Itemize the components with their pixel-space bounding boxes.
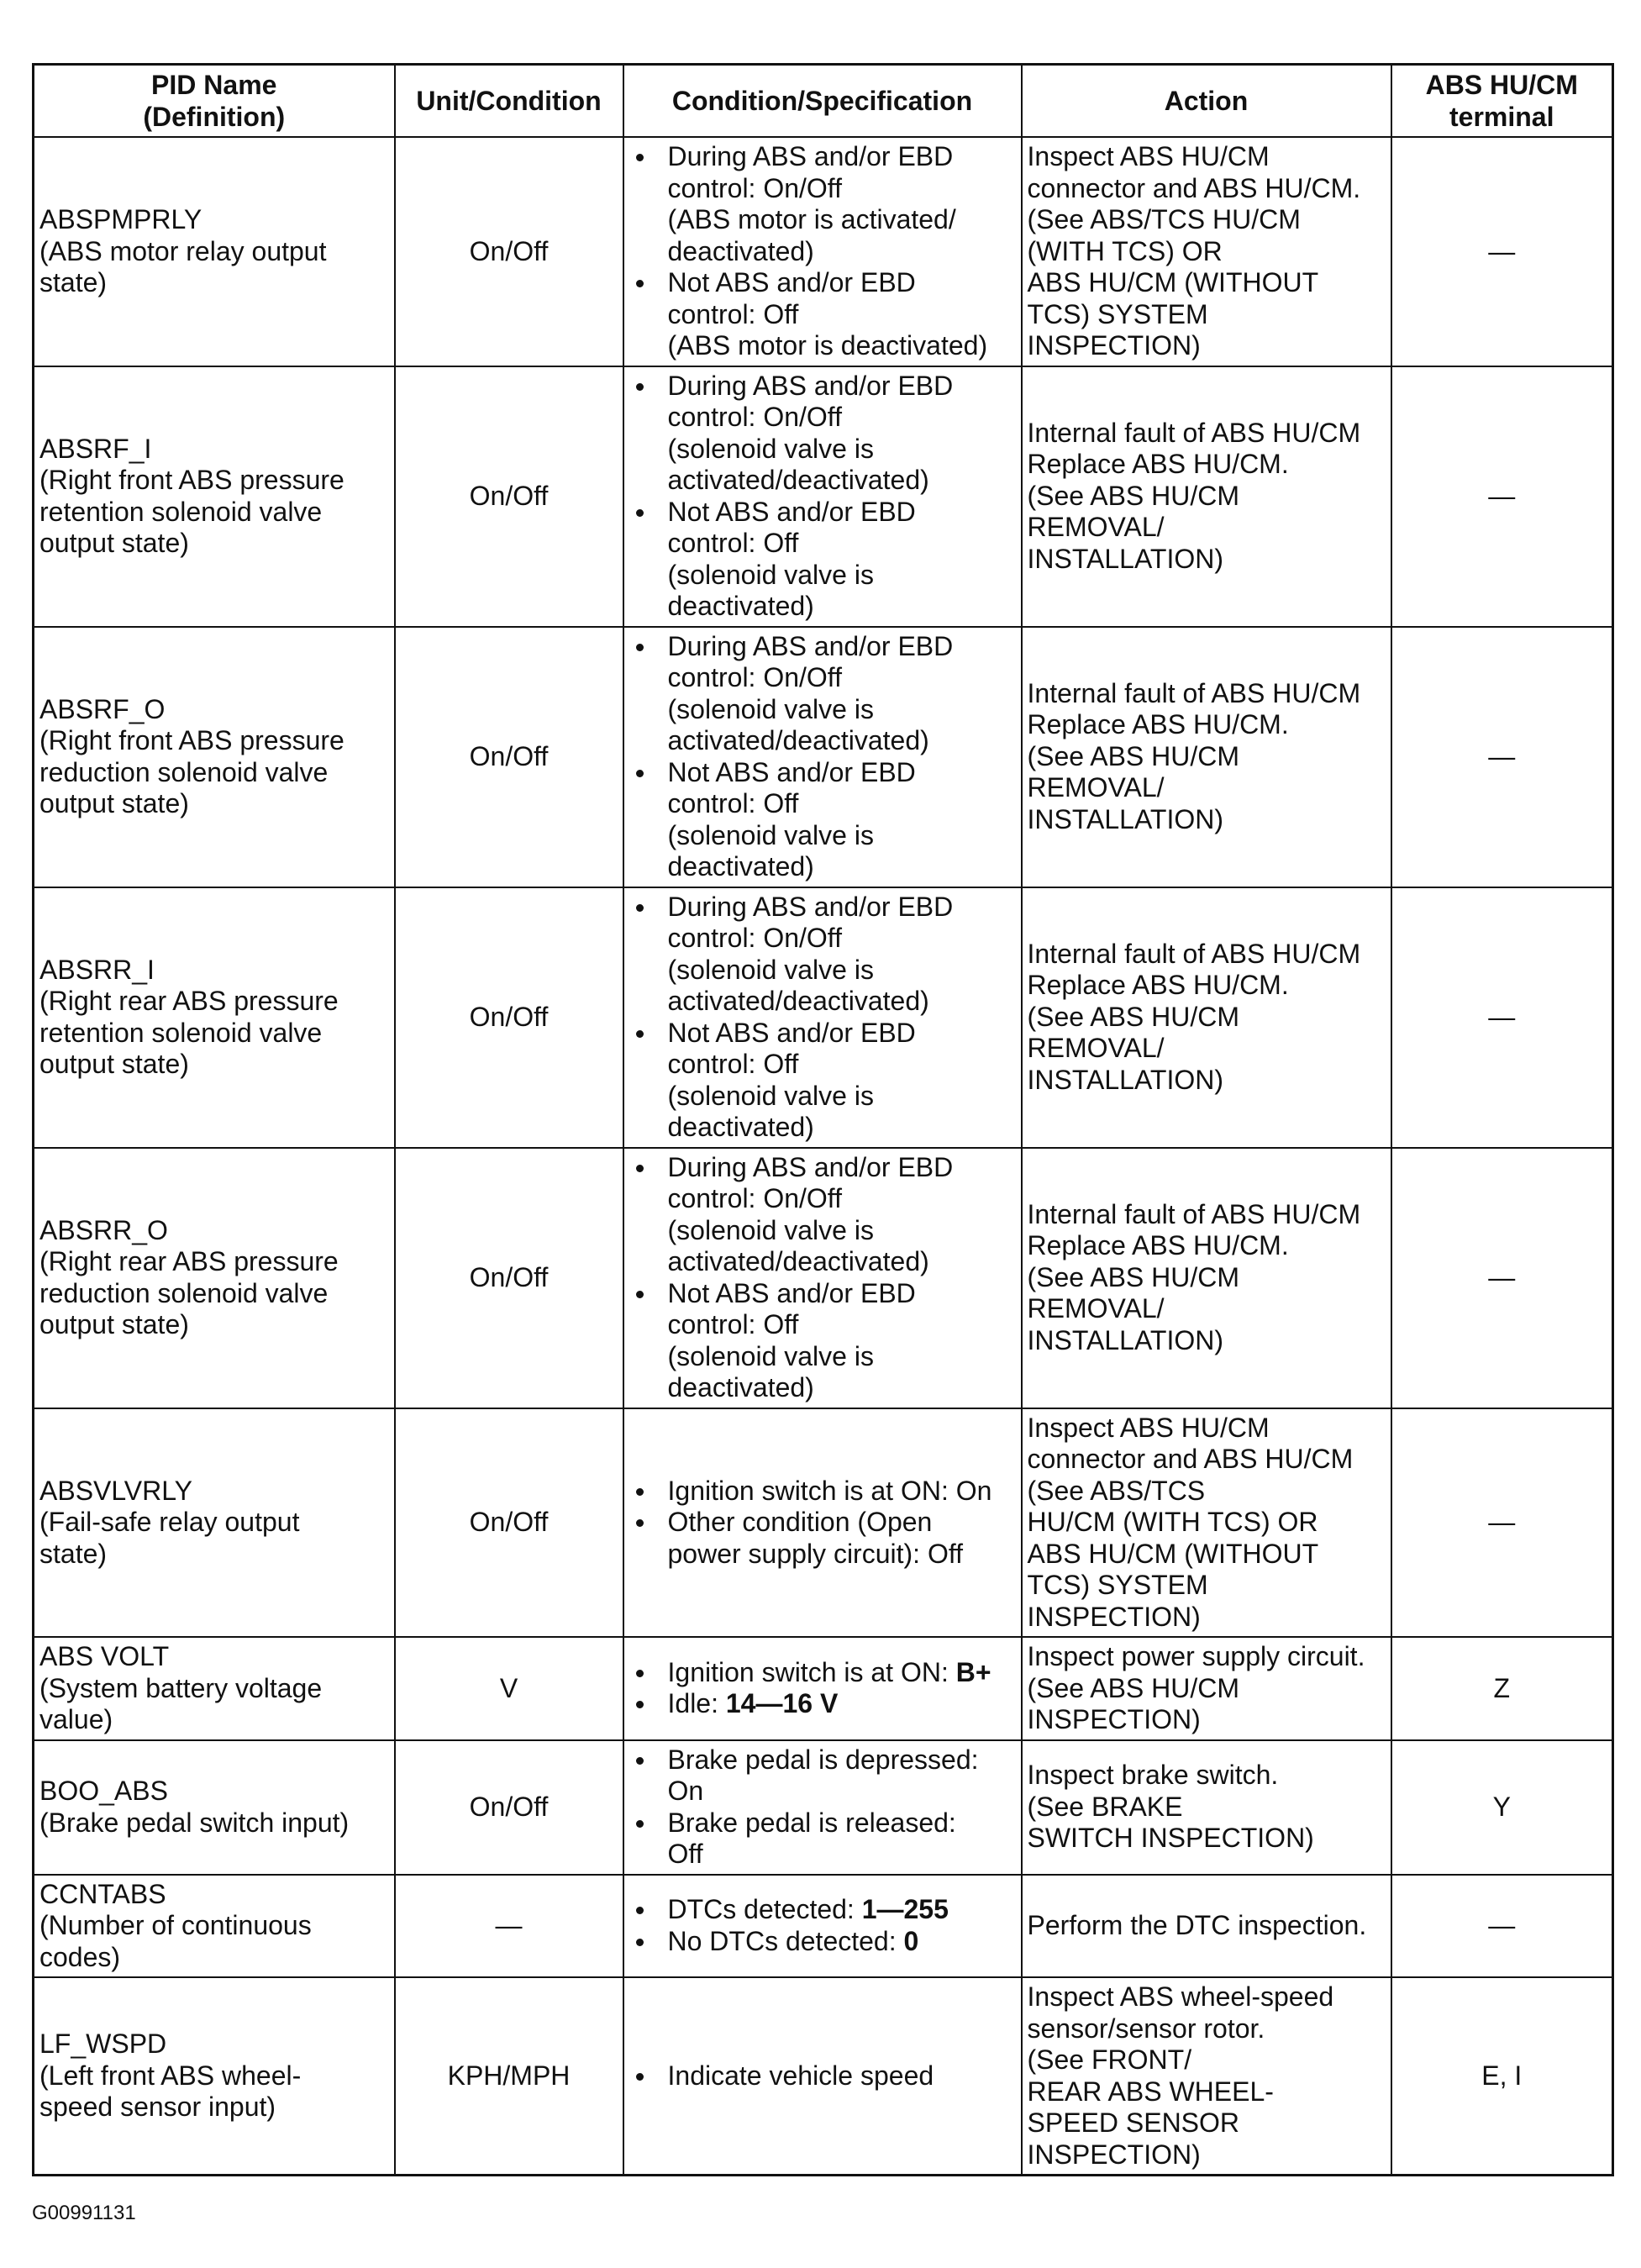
pid-definition-line: speed sensor input) [39, 2092, 276, 2123]
action-cell [1022, 137, 1391, 366]
action-line: INSTALLATION) [1027, 1324, 1224, 1355]
action-line: TCS) SYSTEM [1027, 298, 1208, 329]
pid-definition-line: (System battery voltage [39, 1672, 323, 1703]
condition-line: (solenoid valve is [667, 954, 874, 985]
condition-item [629, 1808, 1016, 1871]
pid-definition-line: (Number of continuous [39, 1910, 312, 1940]
condition-item [629, 1018, 1016, 1144]
pid-definition-line: state) [39, 1538, 108, 1569]
action-cell [1022, 1875, 1391, 1978]
pid-name-cell [34, 887, 395, 1148]
condition-line: power supply circuit): Off [667, 1538, 964, 1569]
action-line: REMOVAL/ [1027, 1293, 1165, 1324]
condition-item [629, 371, 1016, 497]
condition-cell [623, 1875, 1022, 1978]
condition-line: control: On/Off [667, 402, 842, 432]
action-line: Inspect ABS HU/CM [1027, 141, 1270, 171]
condition-item [629, 141, 1016, 267]
condition-list [629, 1476, 1016, 1571]
condition-line: Not ABS and/or EBD [667, 496, 916, 527]
unit-cell: On/Off [395, 1408, 623, 1638]
action-line: SPEED SENSOR [1027, 2108, 1240, 2138]
action-line: (See ABS HU/CM [1027, 480, 1240, 511]
condition-line: During ABS and/or EBD [667, 370, 954, 401]
action-line: Replace ABS HU/CM. [1027, 709, 1289, 740]
action-line: (See ABS HU/CM [1027, 1001, 1240, 1032]
unit-cell: On/Off [395, 887, 623, 1148]
action-line: (See ABS HU/CM [1027, 740, 1240, 771]
condition-text: No DTCs detected: [667, 1925, 904, 1956]
condition-line: control: Off [667, 1049, 799, 1079]
pid-name-cell [34, 1148, 395, 1408]
pid-definition-line: output state) [39, 1309, 189, 1339]
terminal-cell: Z [1391, 1637, 1613, 1740]
action-line: connector and ABS HU/CM. [1027, 172, 1361, 203]
condition-line: (solenoid valve is [667, 819, 874, 850]
table-row [34, 1408, 1613, 1638]
condition-line: activated/deactivated) [667, 1246, 929, 1276]
condition-value: 14—16 V [725, 1688, 839, 1719]
pid-definition-line: output state) [39, 1049, 189, 1079]
action-line: (See FRONT/ [1027, 2044, 1192, 2075]
pid-definition-line: reduction solenoid valve [39, 756, 329, 787]
action-line: (See BRAKE [1027, 1791, 1183, 1822]
header-row [34, 65, 1613, 138]
action-line: ABS HU/CM (WITHOUT [1027, 267, 1319, 297]
condition-list [629, 2060, 1016, 2092]
table-row [34, 137, 1613, 366]
condition-item [629, 1688, 1016, 1720]
pid-definition-line: (Fail-safe relay output [39, 1507, 300, 1537]
condition-cell [623, 627, 1022, 887]
unit-cell: On/Off [395, 1148, 623, 1408]
terminal-cell: — [1391, 1875, 1613, 1978]
condition-line: control: On/Off [667, 923, 842, 953]
condition-line: deactivated) [667, 1112, 814, 1142]
condition-line: During ABS and/or EBD [667, 141, 954, 171]
header-pid-name [34, 65, 395, 138]
condition-list [629, 631, 1016, 883]
condition-line: Not ABS and/or EBD [667, 756, 916, 787]
condition-line: (solenoid valve is [667, 1080, 874, 1111]
condition-line: control: Off [667, 298, 799, 329]
condition-line: deactivated) [667, 1372, 814, 1402]
action-line: Internal fault of ABS HU/CM [1027, 1198, 1361, 1229]
condition-text: DTCs detected: [667, 1894, 862, 1925]
condition-line: deactivated) [667, 591, 814, 621]
action-line: (See ABS HU/CM [1027, 1672, 1240, 1703]
action-line: Replace ABS HU/CM. [1027, 970, 1289, 1001]
action-line: Inspect ABS HU/CM [1027, 1412, 1270, 1443]
action-line: Internal fault of ABS HU/CM [1027, 938, 1361, 969]
pid-name-cell [34, 366, 395, 627]
unit-cell: On/Off [395, 137, 623, 366]
pid-definition-line: value) [39, 1704, 113, 1734]
condition-line: deactivated) [667, 235, 814, 266]
condition-line: activated/deactivated) [667, 465, 929, 495]
action-cell [1022, 1740, 1391, 1875]
action-line: INSTALLATION) [1027, 1064, 1224, 1095]
terminal-cell: — [1391, 627, 1613, 887]
condition-text: Idle: [667, 1688, 726, 1719]
condition-line: control: Off [667, 1309, 799, 1339]
action-line: ABS HU/CM (WITHOUT [1027, 1538, 1319, 1569]
condition-line: Indicate vehicle speed [667, 2060, 934, 2091]
action-line: (WITH TCS) OR [1027, 235, 1223, 266]
condition-value: 1—255 [861, 1894, 949, 1925]
figure-code: G00991131 [32, 2202, 136, 2224]
condition-item [629, 1744, 1016, 1808]
pid-name-cell [34, 1977, 395, 2176]
condition-line: Brake pedal is depressed: [667, 1744, 979, 1775]
pid-table [32, 63, 1614, 2176]
table-row [34, 1875, 1613, 1978]
terminal-cell: — [1391, 137, 1613, 366]
condition-line: control: On/Off [667, 662, 842, 692]
condition-line: deactivated) [667, 851, 814, 881]
action-line: (See ABS/TCS HU/CM [1027, 204, 1301, 234]
pid-name-cell [34, 137, 395, 366]
condition-line: Brake pedal is released: [667, 1807, 956, 1838]
header-terminal-line: terminal [1449, 102, 1554, 132]
table-row [34, 627, 1613, 887]
condition-line: (solenoid valve is [667, 433, 874, 464]
condition-line: control: Off [667, 528, 799, 558]
condition-line: activated/deactivated) [667, 986, 929, 1016]
condition-line: (solenoid valve is [667, 1340, 874, 1371]
pid-name-cell [34, 1875, 395, 1978]
action-line: HU/CM (WITH TCS) OR [1027, 1507, 1318, 1537]
condition-value: B+ [955, 1656, 991, 1687]
table-row [34, 887, 1613, 1148]
header-condition: Condition/Specification [623, 65, 1022, 138]
action-cell [1022, 887, 1391, 1148]
condition-line: control: Off [667, 788, 799, 818]
unit-cell: KPH/MPH [395, 1977, 623, 2176]
condition-line: Other condition (Open [667, 1507, 933, 1537]
pid-definition-line: codes) [39, 1941, 121, 1972]
condition-item [629, 892, 1016, 1018]
pid-name: ABSPMPRLY [39, 204, 202, 234]
action-line: REAR ABS WHEEL- [1027, 2076, 1274, 2107]
condition-line: Not ABS and/or EBD [667, 1017, 916, 1048]
pid-definition-line: reduction solenoid valve [39, 1277, 329, 1308]
pid-name: LF_WSPD [39, 2029, 167, 2060]
condition-item [629, 1507, 1016, 1570]
action-line: Internal fault of ABS HU/CM [1027, 417, 1361, 448]
pid-definition-line: output state) [39, 788, 189, 818]
action-cell [1022, 1637, 1391, 1740]
condition-cell [623, 1740, 1022, 1875]
condition-cell [623, 1148, 1022, 1408]
pid-name-cell [34, 1408, 395, 1638]
condition-list [629, 1744, 1016, 1871]
pid-definition-line: (Brake pedal switch input) [39, 1807, 350, 1838]
pid-name: ABSRR_I [39, 954, 155, 985]
condition-list [629, 892, 1016, 1144]
action-line: Replace ABS HU/CM. [1027, 1230, 1289, 1261]
table-row [34, 1977, 1613, 2176]
condition-list [629, 1152, 1016, 1404]
condition-text: Ignition switch is at ON: [667, 1656, 956, 1687]
condition-line: Not ABS and/or EBD [667, 1277, 916, 1308]
pid-name: ABSRF_O [39, 693, 166, 724]
header-terminal-line: ABS HU/CM [1425, 70, 1578, 100]
action-line: Perform the DTC inspection. [1027, 1910, 1367, 1940]
condition-cell [623, 1637, 1022, 1740]
condition-line: control: On/Off [667, 172, 842, 203]
header-pid-name-line: (Definition) [143, 102, 286, 132]
pid-definition-line: retention solenoid valve [39, 496, 323, 527]
condition-line: (solenoid valve is [667, 559, 874, 590]
condition-item [629, 1476, 1016, 1508]
condition-item [629, 1152, 1016, 1278]
action-line: TCS) SYSTEM [1027, 1570, 1208, 1600]
condition-line: Off [667, 1839, 703, 1869]
table-body [34, 137, 1613, 2176]
header-unit: Unit/Condition [395, 65, 623, 138]
action-line: Inspect ABS wheel-speed [1027, 1981, 1334, 2012]
unit-cell: V [395, 1637, 623, 1740]
table-row [34, 1637, 1613, 1740]
condition-line: During ABS and/or EBD [667, 1151, 954, 1182]
condition-line: (ABS motor is activated/ [667, 204, 956, 234]
pid-name: CCNTABS [39, 1878, 166, 1909]
unit-cell: — [395, 1875, 623, 1978]
pid-name: ABSVLVRLY [39, 1475, 193, 1506]
action-line: connector and ABS HU/CM [1027, 1444, 1354, 1474]
condition-item [629, 1657, 1016, 1689]
condition-cell [623, 887, 1022, 1148]
action-line: (See ABS/TCS [1027, 1475, 1206, 1506]
action-line: Internal fault of ABS HU/CM [1027, 677, 1361, 708]
pid-name-cell [34, 1740, 395, 1875]
action-line: INSPECTION) [1027, 330, 1201, 360]
condition-list [629, 371, 1016, 623]
condition-item [629, 1894, 1016, 1926]
unit-cell: On/Off [395, 627, 623, 887]
pid-definition-line: (Right rear ABS pressure [39, 1246, 339, 1276]
action-line: Replace ABS HU/CM. [1027, 449, 1289, 480]
condition-item [629, 757, 1016, 883]
terminal-cell: — [1391, 887, 1613, 1148]
condition-value: 0 [903, 1925, 919, 1956]
action-line: INSTALLATION) [1027, 543, 1224, 574]
action-line: INSTALLATION) [1027, 803, 1224, 834]
action-line: SWITCH INSPECTION) [1027, 1823, 1314, 1854]
table-row [34, 366, 1613, 627]
action-line: REMOVAL/ [1027, 772, 1165, 803]
action-line: INSPECTION) [1027, 1601, 1201, 1632]
pid-name: ABS VOLT [39, 1641, 170, 1671]
pid-definition-line: retention solenoid valve [39, 1017, 323, 1048]
pid-name: ABSRF_I [39, 433, 152, 464]
header-action: Action [1022, 65, 1391, 138]
condition-line: control: On/Off [667, 1183, 842, 1213]
condition-item [629, 2060, 1016, 2092]
action-cell [1022, 1148, 1391, 1408]
condition-line: (ABS motor is deactivated) [667, 330, 988, 360]
header-pid-name-line: PID Name [151, 70, 277, 100]
condition-line: Not ABS and/or EBD [667, 267, 916, 297]
action-cell [1022, 1408, 1391, 1638]
condition-line: On [667, 1776, 704, 1806]
pid-name: ABSRR_O [39, 1214, 168, 1245]
pid-definition-line: (Right rear ABS pressure [39, 986, 339, 1016]
condition-line: During ABS and/or EBD [667, 891, 954, 922]
condition-cell [623, 1977, 1022, 2176]
condition-cell [623, 1408, 1022, 1638]
terminal-cell: E, I [1391, 1977, 1613, 2176]
condition-cell [623, 137, 1022, 366]
action-line: INSPECTION) [1027, 1704, 1201, 1734]
condition-item [629, 1926, 1016, 1958]
terminal-cell: — [1391, 1148, 1613, 1408]
action-cell [1022, 627, 1391, 887]
condition-line: Ignition switch is at ON: On [667, 1475, 992, 1506]
action-line: Inspect brake switch. [1027, 1760, 1279, 1791]
action-cell [1022, 1977, 1391, 2176]
condition-item [629, 631, 1016, 757]
terminal-cell: — [1391, 366, 1613, 627]
pid-name-cell [34, 627, 395, 887]
condition-item [629, 497, 1016, 623]
condition-list [629, 1894, 1016, 1957]
action-line: REMOVAL/ [1027, 1033, 1165, 1064]
action-line: INSPECTION) [1027, 2139, 1201, 2170]
unit-cell: On/Off [395, 366, 623, 627]
pid-name-cell [34, 1637, 395, 1740]
action-cell [1022, 366, 1391, 627]
pid-definition-line: (Right front ABS pressure [39, 725, 345, 755]
terminal-cell: Y [1391, 1740, 1613, 1875]
condition-line: (solenoid valve is [667, 693, 874, 724]
terminal-cell: — [1391, 1408, 1613, 1638]
pid-definition-line: (ABS motor relay output [39, 235, 327, 266]
unit-cell: On/Off [395, 1740, 623, 1875]
action-line: REMOVAL/ [1027, 512, 1165, 543]
condition-line: During ABS and/or EBD [667, 630, 954, 661]
pid-definition-line: (Left front ABS wheel- [39, 2060, 302, 2091]
action-line: sensor/sensor rotor. [1027, 2013, 1265, 2044]
table-row [34, 1740, 1613, 1875]
header-terminal [1391, 65, 1613, 138]
condition-line: (solenoid valve is [667, 1214, 874, 1245]
condition-cell [623, 366, 1022, 627]
condition-item [629, 1278, 1016, 1404]
pid-definition-line: (Right front ABS pressure [39, 465, 345, 495]
condition-list [629, 141, 1016, 362]
action-line: Inspect power supply circuit. [1027, 1641, 1365, 1671]
condition-item [629, 267, 1016, 362]
pid-name: BOO_ABS [39, 1776, 168, 1806]
condition-list [629, 1657, 1016, 1720]
pid-definition-line: state) [39, 267, 108, 297]
table-row [34, 1148, 1613, 1408]
action-line: (See ABS HU/CM [1027, 1261, 1240, 1292]
pid-definition-line: output state) [39, 528, 189, 558]
condition-line: activated/deactivated) [667, 725, 929, 755]
